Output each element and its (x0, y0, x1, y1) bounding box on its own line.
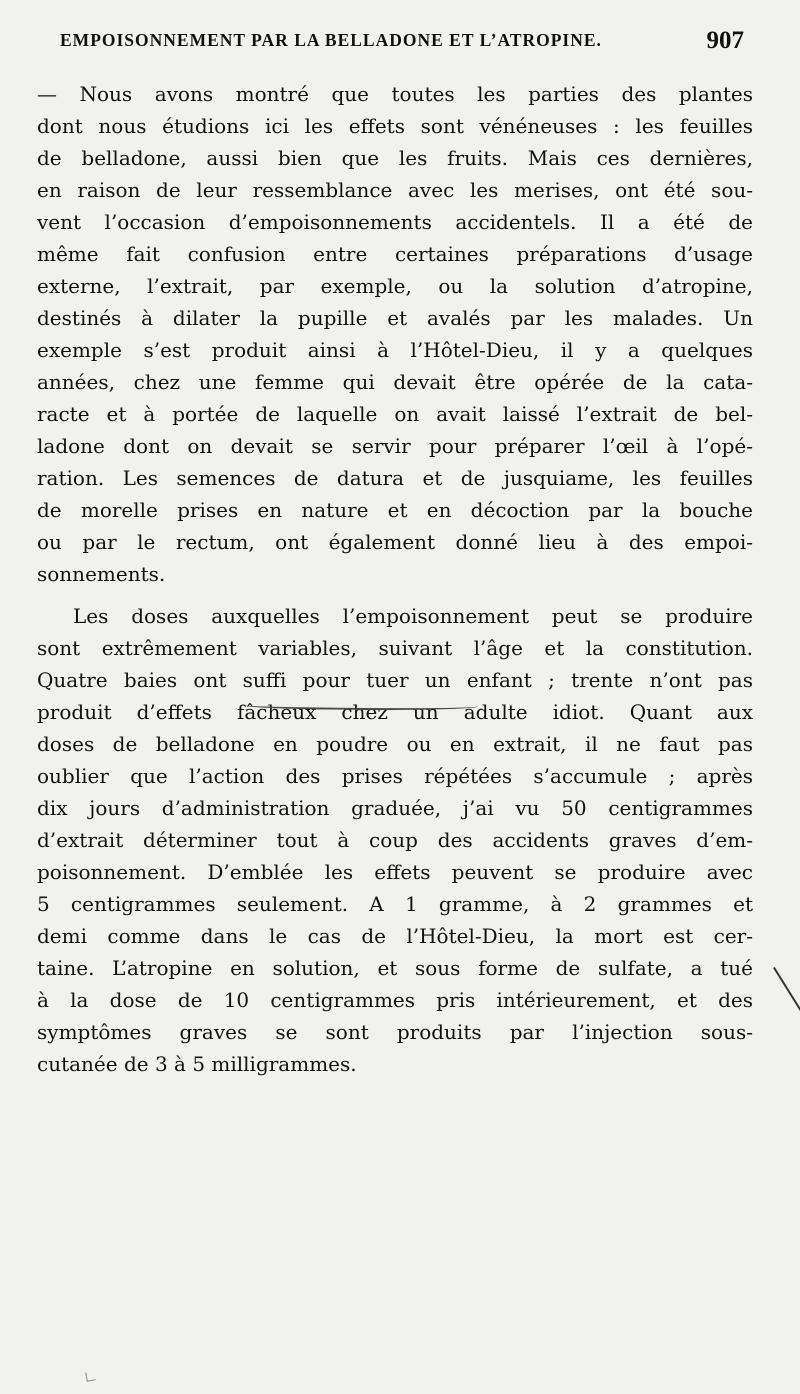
text-line: exemple s’est produit ainsi à l’Hôtel-Dieu, il y a quelques (37, 338, 753, 362)
text-line: même fait confusion entre certaines préparations d’usage (37, 242, 753, 266)
pencil-corner-mark (85, 1371, 95, 1381)
text-line: racte et à portée de laquelle on avait laissé l’extrait de bel- (37, 402, 753, 426)
text-line: d’extrait déterminer tout à coup des accidents graves d’em- (37, 828, 753, 852)
text-line: à la dose de 10 centigrammes pris intérieurement, et des (37, 988, 753, 1012)
text-line: sonnements. (37, 562, 166, 586)
text-line: taine. L’atropine en solution, et sous forme de sulfate, a tué (37, 956, 753, 980)
text-line: ladone dont on devait se servir pour préparer l’œil à l’opé- (37, 434, 753, 458)
paragraph-1 (37, 78, 753, 590)
text-line: 5 centigrammes seulement. A 1 gramme, à 2 grammes et (37, 892, 753, 916)
running-header (60, 27, 744, 66)
text-line: dix jours d’administration graduée, j’ai vu 50 centigrammes (37, 796, 753, 820)
text-line: oublier que l’action des prises répétées s’accumule ; après (37, 764, 753, 788)
text-line: de morelle prises en nature et en décoction par la bouche (37, 498, 753, 522)
header-title: EMPOISONNEMENT PAR LA BELLADONE ET L’ATROPINE. (60, 30, 602, 50)
text-line: Quatre baies ont suffi pour tuer un enfant ; trente n’ont pas (37, 668, 753, 692)
text-line: années, chez une femme qui devait être opérée de la cata- (37, 370, 753, 394)
text-line: produit d’effets fâcheux chez un adulte idiot. Quant aux (37, 700, 753, 724)
text-line: doses de belladone en poudre ou en extrait, il ne faut pas (37, 732, 753, 756)
text-line: ration. Les semences de datura et de jusquiame, les feuilles (37, 466, 753, 490)
text-line: vent l’occasion d’empoisonnements accidentels. Il a été de (37, 210, 753, 234)
text-line: dont nous étudions ici les effets sont vénéneuses : les feuilles (37, 114, 753, 138)
text-line: — Nous avons montré que toutes les parties des plantes (37, 82, 753, 106)
text-line: ou par le rectum, ont également donné lieu à des empoi- (37, 530, 753, 554)
text-line: sont extrêmement variables, suivant l’âge et la constitution. (37, 636, 753, 660)
text-line: cutanée de 3 à 5 milligrammes. (37, 1052, 357, 1076)
text-line: Les doses auxquelles l’empoisonnement peut se produire (73, 604, 753, 628)
page-number: 907 (706, 27, 744, 54)
body-text (37, 78, 753, 1080)
pencil-margin-mark (773, 967, 800, 1029)
text-line: en raison de leur ressemblance avec les merises, ont été sou- (37, 178, 753, 202)
text-line: demi comme dans le cas de l’Hôtel-Dieu, la mort est cer- (37, 924, 753, 948)
text-line: symptômes graves se sont produits par l’injection sous- (37, 1020, 753, 1044)
paragraph-2 (37, 600, 753, 1080)
text-line: de belladone, aussi bien que les fruits. Mais ces dernières, (37, 146, 753, 170)
text-line: destinés à dilater la pupille et avalés par les malades. Un (37, 306, 753, 330)
text-line: poisonnement. D’emblée les effets peuvent se produire avec (37, 860, 753, 884)
text-line: externe, l’extrait, par exemple, ou la solution d’atropine, (37, 274, 753, 298)
